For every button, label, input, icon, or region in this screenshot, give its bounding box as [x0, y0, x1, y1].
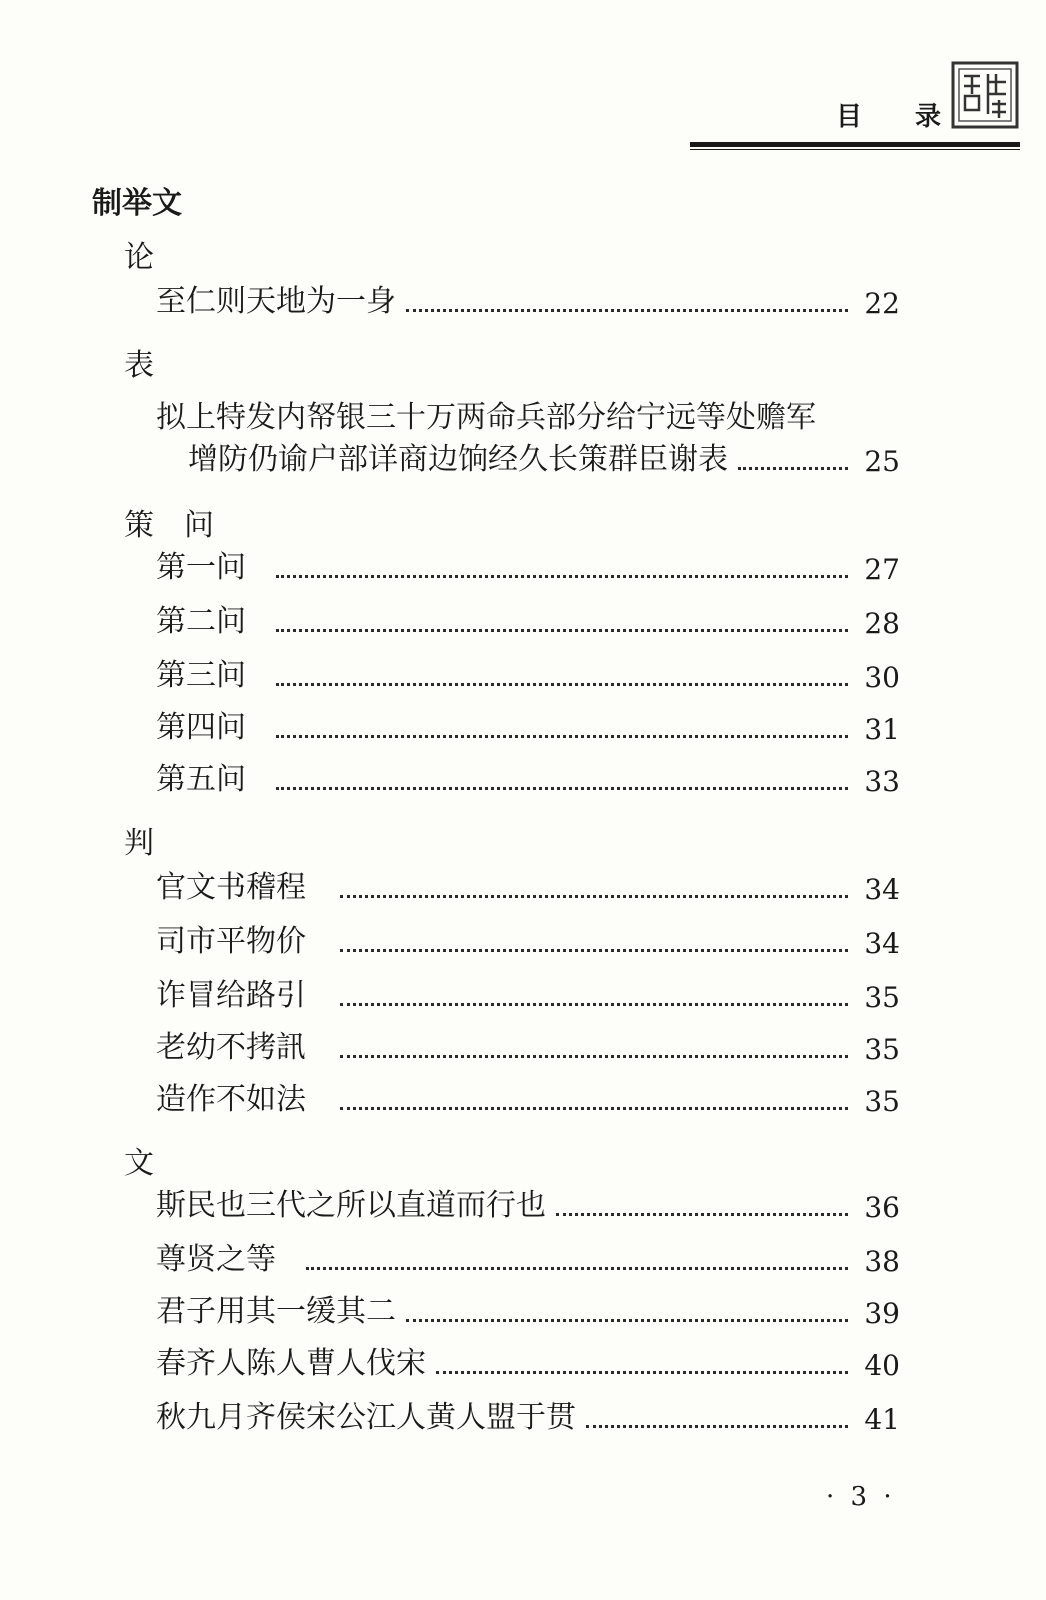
toc-entry-page: 36	[864, 1191, 900, 1224]
toc-entry-page: 31	[864, 713, 900, 746]
leader-dots	[340, 894, 848, 898]
toc-entry[interactable]	[156, 280, 900, 320]
toc-entry-page: 33	[864, 765, 900, 798]
leader-dots	[340, 1054, 848, 1058]
leader-dots	[556, 1212, 848, 1216]
category-pan: 判	[124, 826, 154, 861]
leader-dots	[306, 1266, 848, 1270]
toc-entry-page: 28	[864, 607, 900, 640]
toc-entry-title: 造作不如法	[156, 1082, 306, 1117]
toc-entry-page: 35	[864, 981, 900, 1014]
toc-entry[interactable]	[156, 600, 900, 640]
toc-entry-page: 34	[864, 927, 900, 960]
toc-entry-page: 27	[864, 553, 900, 586]
toc-entry-page: 38	[864, 1245, 900, 1278]
toc-entry-title: 君子用其一缓其二	[156, 1294, 396, 1329]
leader-dots	[276, 734, 848, 738]
toc-entry[interactable]	[156, 706, 900, 746]
leader-dots	[340, 1002, 848, 1006]
toc-entry[interactable]	[156, 1078, 900, 1118]
category-wen: 文	[124, 1146, 154, 1181]
toc-entry[interactable]	[156, 546, 900, 586]
leader-dots	[406, 1318, 848, 1322]
header-rule-thick	[690, 142, 1020, 147]
toc-entry-page: 41	[864, 1403, 900, 1436]
toc-entry-title: 尊贤之等	[156, 1242, 276, 1277]
toc-entry-page: 22	[864, 287, 900, 320]
toc-entry-page: 30	[864, 661, 900, 694]
toc-entry-title: 第一问	[156, 550, 246, 585]
page-header-title: 目 录	[836, 102, 964, 132]
toc-entry-title: 春齐人陈人曹人伐宋	[156, 1346, 426, 1381]
toc-entry-title: 老幼不拷訊	[156, 1030, 306, 1065]
leader-dots	[276, 682, 848, 686]
leader-dots	[586, 1424, 848, 1428]
section-title: 制举文	[92, 186, 182, 221]
leader-dots	[276, 786, 848, 790]
toc-entry-page: 39	[864, 1297, 900, 1330]
toc-entry-page: 40	[864, 1349, 900, 1382]
toc-entry-title: 秋九月齐侯宋公江人黄人盟于贯	[156, 1400, 576, 1435]
footer-page-number: · 3 ·	[826, 1482, 896, 1512]
leader-dots	[276, 574, 848, 578]
leader-dots	[340, 1106, 848, 1110]
category-lun: 论	[124, 240, 154, 275]
toc-entry-title: 司市平物价	[156, 924, 306, 959]
category-biao: 表	[124, 348, 154, 383]
toc-entry-title: 官文书稽程	[156, 870, 306, 905]
toc-entry[interactable]	[156, 1026, 900, 1066]
toc-entry-title: 第三问	[156, 658, 246, 693]
toc-entry[interactable]	[156, 1184, 900, 1224]
toc-entry-page: 35	[864, 1033, 900, 1066]
toc-entry[interactable]	[156, 1342, 900, 1382]
leader-dots	[340, 948, 848, 952]
toc-entry-page: 34	[864, 873, 900, 906]
toc-entry-title-line1[interactable]: 拟上特发内帑银三十万两命兵部分给宁远等处赡军	[156, 400, 816, 435]
toc-entry[interactable]	[156, 1238, 900, 1278]
toc-entry-title: 诈冒给路引	[156, 978, 306, 1013]
toc-entry[interactable]	[156, 1290, 900, 1330]
toc-entry[interactable]	[156, 866, 900, 906]
toc-entry[interactable]	[156, 758, 900, 798]
toc-entry[interactable]	[156, 974, 900, 1014]
toc-entry-title: 第五问	[156, 762, 246, 797]
toc-entry-page: 25	[864, 445, 900, 478]
toc-entry-page: 35	[864, 1085, 900, 1118]
seal-stamp-icon	[950, 60, 1020, 130]
leader-dots	[436, 1370, 848, 1374]
toc-entry-title: 斯民也三代之所以直道而行也	[156, 1188, 546, 1223]
category-cewen: 策 问	[124, 508, 214, 543]
leader-dots	[738, 466, 848, 470]
leader-dots	[406, 308, 848, 312]
header-rule-thin	[690, 149, 1020, 150]
toc-entry-title: 至仁则天地为一身	[156, 284, 396, 319]
toc-entry[interactable]	[188, 438, 900, 478]
toc-entry-title-line2: 增防仍谕户部详商边饷经久长策群臣谢表	[188, 442, 728, 477]
toc-entry[interactable]	[156, 654, 900, 694]
toc-entry-title: 第二问	[156, 604, 246, 639]
toc-entry[interactable]	[156, 920, 900, 960]
leader-dots	[276, 628, 848, 632]
toc-entry-title: 第四问	[156, 710, 246, 745]
toc-entry[interactable]	[156, 1396, 900, 1436]
